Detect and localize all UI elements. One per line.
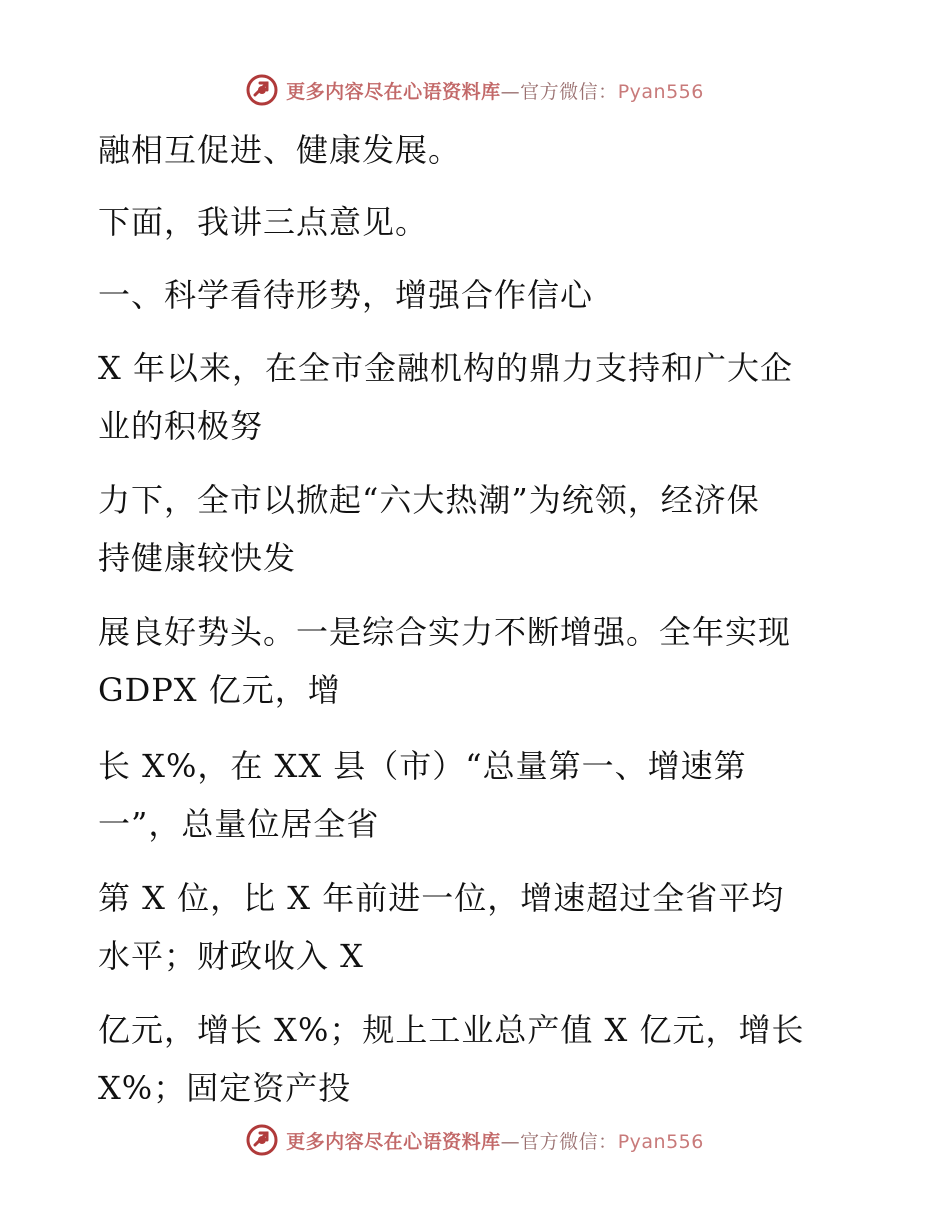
body-line: 下面，我讲三点意见。 [98,203,429,241]
body-line: 融相互促进、健康发展。 [98,131,462,169]
watermark-footer [0,1120,950,1160]
body-line: 水平；财政收入 X [98,937,364,975]
watermark-header [0,70,950,110]
watermark-text [286,1127,704,1154]
body-line: 展良好势头。一是综合实力不断增强。全年实现 [98,613,792,651]
watermark-text [286,77,704,104]
body-line: X 年以来，在全市金融机构的鼎力支持和广大企 [98,349,793,387]
body-line: 第 X 位，比 X 年前进一位，增速超过全省平均 [98,879,785,917]
watermark-separator: — [500,1130,521,1153]
section-heading: 一、科学看待形势，增强合作信心 [98,276,594,314]
watermark-contact-id: Pyan556 [617,1130,704,1153]
body-line: 亿元，增长 X%；规上工业总产值 X 亿元，增长 [98,1011,805,1049]
watermark-contact-label: 官方微信： [520,80,618,103]
watermark-contact-id: Pyan556 [617,80,704,103]
body-line: 长 X%，在 XX 县（市）“总量第一、增速第 [98,747,747,785]
body-line: 力下，全市以掀起“六大热潮”为统领，经济保 [98,481,760,519]
watermark-contact-label: 官方微信： [520,1130,618,1153]
seal-logo-icon [246,1124,278,1156]
body-line: 一”，总量位居全省 [98,805,380,843]
watermark-brand: 更多内容尽在心语资料库 [286,80,501,103]
watermark-separator: — [500,80,521,103]
watermark-brand: 更多内容尽在心语资料库 [286,1130,501,1153]
body-line: X%；固定资产投 [98,1069,352,1107]
seal-logo-icon [246,74,278,106]
body-line: 业的积极努 [98,407,264,445]
body-line: GDPX 亿元，增 [98,671,341,709]
body-line: 持健康较快发 [98,539,297,577]
